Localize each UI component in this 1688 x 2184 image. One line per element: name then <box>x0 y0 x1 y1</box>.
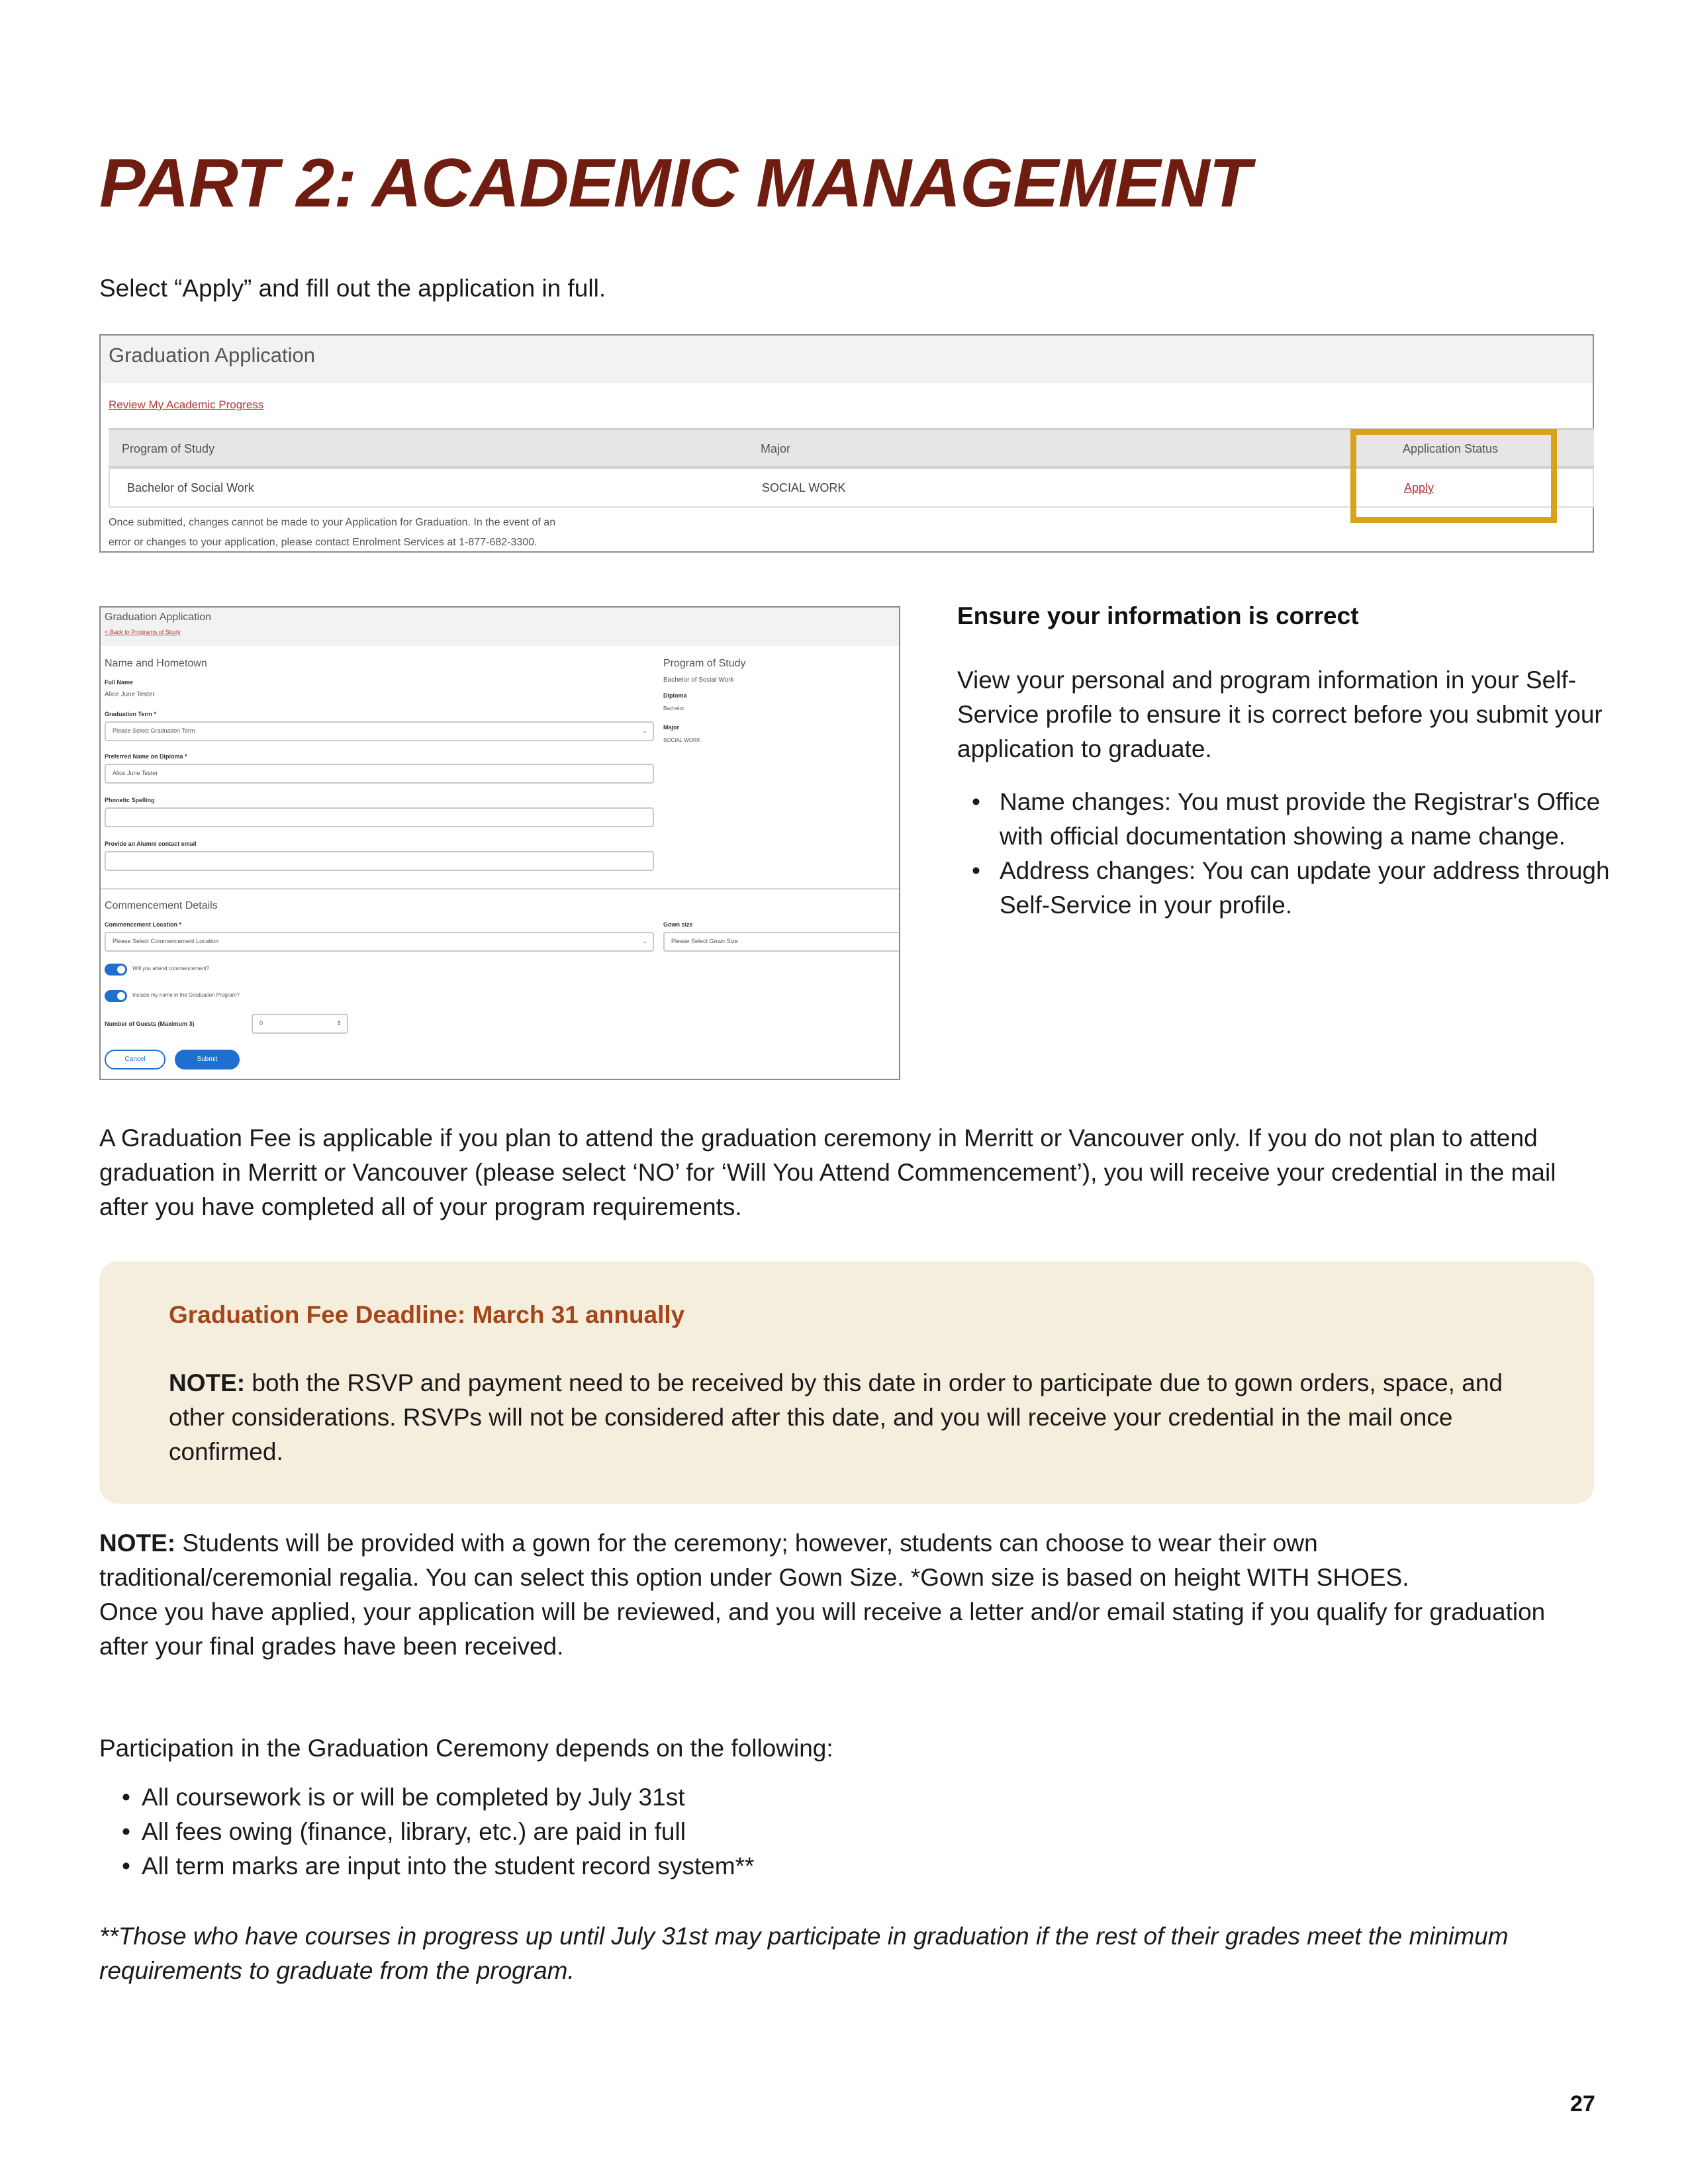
location-select[interactable] <box>105 932 654 952</box>
application-form-screenshot <box>99 606 900 1080</box>
section-commencement: Commencement Details <box>105 900 218 911</box>
back-link[interactable]: < Back to Programs of Study <box>105 629 181 635</box>
diploma-value: Bachelor <box>663 705 684 711</box>
footnote: **Those who have courses in progress up until July 31st may participate in graduation if the rest of their grades meet the minimum requirements to graduate from the program. <box>99 1923 1509 1984</box>
review-paragraph: Once you have applied, your application will be reviewed, and you will receive a letter and/or email stating if you qualify for graduation after your final grades have been received. <box>99 1598 1546 1660</box>
location-placeholder: Please Select Commencement Location <box>113 938 219 944</box>
participation-intro: Participation in the Graduation Ceremony depends on the following: <box>99 1735 833 1762</box>
form-title: Graduation Application <box>105 612 211 623</box>
list-item: • Name changes: You must provide the Registrar's Office with official documentation showing a name change. <box>957 785 1619 854</box>
apply-highlight-box <box>1350 429 1557 523</box>
diploma-name-input[interactable] <box>105 764 654 784</box>
callout-note <box>169 1366 1539 1469</box>
guests-value: 0 <box>259 1020 263 1026</box>
cancel-button[interactable]: Cancel <box>105 1050 165 1069</box>
phonetic-input[interactable] <box>105 807 654 827</box>
screenshot-note-line: error or changes to your application, please contact Enrolment Services at 1-877-682-3300. <box>109 537 538 548</box>
major-label: Major <box>663 724 680 731</box>
list-item: • All coursework is or will be completed by July 31st <box>119 1780 1178 1815</box>
location-label: Commencement Location * <box>105 921 182 928</box>
gown-size-label: Gown size <box>663 921 693 928</box>
guests-label: Number of Guests (Maximum 3) <box>105 1021 195 1027</box>
ensure-bullet-list <box>957 785 1619 923</box>
stepper-arrows-icon: ⇕ <box>336 1020 342 1026</box>
ensure-body: View your personal and program information in your Self-Service profile to ensure it is correct before you submit your application to graduate. <box>957 666 1603 762</box>
alumni-email-label: Provide an Alumni contact email <box>105 841 197 847</box>
column-header-status: Application Status <box>1403 442 1499 455</box>
gown-note-text: Students will be provided with a gown for the ceremony; however, students can choose to wear their own traditional/ceremonial regalia. You can select this option under Gown Size. *Gown size is based on height WITH SHOES. <box>99 1529 1409 1591</box>
guests-stepper[interactable] <box>252 1014 348 1034</box>
major-value: SOCIAL WORK <box>663 737 701 743</box>
callout-note-label: NOTE: <box>169 1369 246 1396</box>
grad-term-placeholder: Please Select Graduation Term <box>113 727 195 734</box>
page-number: 27 <box>1570 2091 1595 2116</box>
diploma-name-value: Alice June Tester <box>113 770 158 776</box>
diploma-label: Diploma <box>663 692 687 699</box>
gown-size-placeholder: Please Select Gown Size <box>671 938 739 944</box>
section-name-hometown: Name and Hometown <box>105 658 207 669</box>
full-name-label: Full Name <box>105 679 134 686</box>
grad-term-label: Graduation Term * <box>105 711 156 717</box>
toggle-knob <box>117 966 125 974</box>
gown-note <box>99 1526 1529 1595</box>
screenshot-header-title: Graduation Application <box>109 343 315 367</box>
ensure-heading: Ensure your information is correct <box>957 602 1359 629</box>
gown-size-select[interactable] <box>663 932 900 952</box>
review-academic-progress-link[interactable]: Review My Academic Progress <box>109 398 264 411</box>
list-item: • All term marks are input into the student record system** <box>119 1849 1178 1884</box>
alumni-email-input[interactable] <box>105 851 654 871</box>
screenshot-header <box>101 336 1593 383</box>
diploma-name-label: Preferred Name on Diploma * <box>105 753 187 760</box>
column-header-major: Major <box>761 442 791 455</box>
toggle-knob <box>117 992 125 1000</box>
gown-note-label: NOTE: <box>99 1529 176 1557</box>
full-name-value: Alice June Tester <box>105 691 155 698</box>
form-header <box>101 608 899 646</box>
phonetic-label: Phonetic Spelling <box>105 797 155 803</box>
fee-paragraph: A Graduation Fee is applicable if you plan to attend the graduation ceremony in Merritt or Vancouver only. If you do not plan to attend graduation in Merritt or Vancouver (please select ‘NO’ for ‘Will You Attend Commencement’), you will receive your credential in the mail after you have completed all of your program requirements. <box>99 1124 1556 1220</box>
attend-toggle-label: Will you attend commencement? <box>132 966 210 972</box>
submit-button[interactable]: Submit <box>175 1050 240 1069</box>
section-divider <box>101 888 899 889</box>
column-header-program: Program of Study <box>122 442 215 455</box>
screenshot-note <box>109 513 704 553</box>
callout-note-text: both the RSVP and payment need to be received by this date in order to participate due to gown orders, space, and other considerations. RSVPs will not be considered after this date, and you will receive your credential in the mail once confirmed. <box>169 1369 1503 1465</box>
list-item: • All fees owing (finance, library, etc.) are paid in full <box>119 1815 1178 1849</box>
program-cell: Bachelor of Social Work <box>127 481 254 494</box>
program-value: Bachelor of Social Work <box>663 676 734 684</box>
chevron-down-icon: ⌄ <box>642 727 647 734</box>
apply-link[interactable]: Apply <box>1404 481 1434 494</box>
callout-heading: Graduation Fee Deadline: March 31 annually <box>169 1301 685 1328</box>
major-cell: SOCIAL WORK <box>762 481 846 494</box>
include-name-toggle[interactable] <box>105 990 127 1002</box>
page-title: PART 2: ACADEMIC MANAGEMENT <box>99 145 1251 222</box>
participation-list <box>119 1780 1178 1884</box>
attend-toggle[interactable] <box>105 964 127 976</box>
list-item: • Address changes: You can update your address through Self-Service in your profile. <box>957 854 1619 923</box>
include-name-toggle-label: Include my name in the Graduation Program? <box>132 992 240 998</box>
screenshot-note-line: Once submitted, changes cannot be made to your Application for Graduation. In the event of an <box>109 517 556 528</box>
grad-term-select[interactable] <box>105 721 654 741</box>
chevron-down-icon: ⌄ <box>642 938 647 944</box>
intro-text: Select “Apply” and fill out the application in full. <box>99 275 606 302</box>
program-section-title: Program of Study <box>663 658 746 669</box>
